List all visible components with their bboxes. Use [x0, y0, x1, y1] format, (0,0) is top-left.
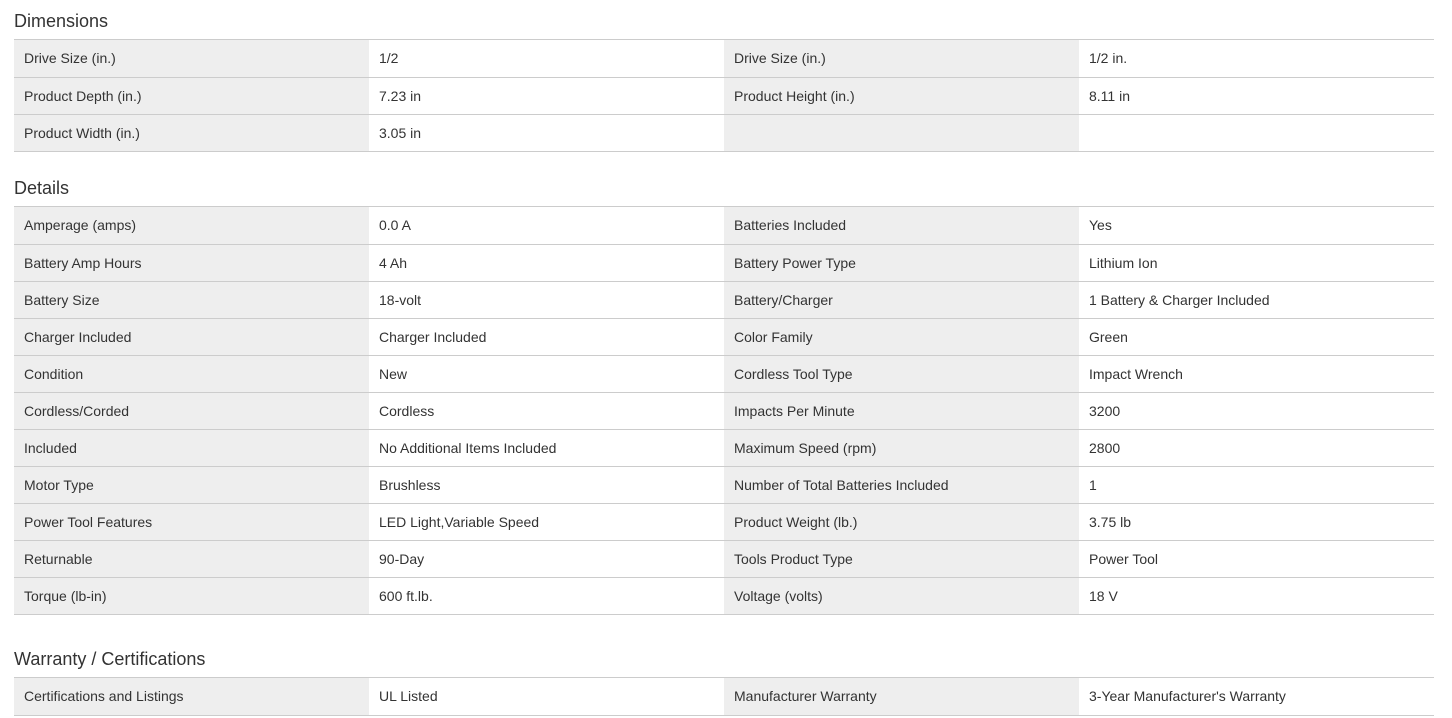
spec-label: Certifications and Listings — [14, 678, 369, 715]
spec-label: Maximum Speed (rpm) — [724, 429, 1079, 466]
spec-label-empty — [724, 114, 1079, 151]
spec-label: Product Weight (lb.) — [724, 503, 1079, 540]
table-row — [14, 318, 1434, 355]
spec-label: Battery Size — [14, 281, 369, 318]
spec-value: 8.11 in — [1079, 77, 1434, 114]
spec-value: 1/2 in. — [1079, 40, 1434, 77]
section-title: Dimensions — [14, 2, 1434, 40]
spec-value: Charger Included — [369, 318, 724, 355]
spec-label: Product Width (in.) — [14, 114, 369, 151]
table-row — [14, 281, 1434, 318]
spec-value: 3200 — [1079, 392, 1434, 429]
table-row — [14, 429, 1434, 466]
spec-value: 18-volt — [369, 281, 724, 318]
section-title: Warranty / Certifications — [14, 640, 1434, 678]
spec-label: Color Family — [724, 318, 1079, 355]
spec-label: Battery Power Type — [724, 244, 1079, 281]
spec-value: 0.0 A — [369, 207, 724, 244]
spec-value: 7.23 in — [369, 77, 724, 114]
spec-value: 3-Year Manufacturer's Warranty — [1079, 678, 1434, 715]
spec-table — [14, 207, 1434, 615]
spec-label: Amperage (amps) — [14, 207, 369, 244]
table-row — [14, 466, 1434, 503]
table-row — [14, 540, 1434, 577]
spec-value: UL Listed — [369, 678, 724, 715]
spec-value: 2800 — [1079, 429, 1434, 466]
table-row — [14, 503, 1434, 540]
spec-label: Product Height (in.) — [724, 77, 1079, 114]
spec-label: Included — [14, 429, 369, 466]
spec-label: Number of Total Batteries Included — [724, 466, 1079, 503]
table-row — [14, 77, 1434, 114]
spec-section-dimensions — [14, 2, 1434, 152]
table-row — [14, 678, 1434, 715]
spec-label: Torque (lb-in) — [14, 577, 369, 614]
spec-value: 1/2 — [369, 40, 724, 77]
spec-label: Cordless/Corded — [14, 392, 369, 429]
spec-value-empty — [1079, 114, 1434, 151]
spec-label: Battery Amp Hours — [14, 244, 369, 281]
table-row — [14, 577, 1434, 614]
spec-label: Voltage (volts) — [724, 577, 1079, 614]
spec-section-warranty — [14, 640, 1434, 716]
spec-value: Yes — [1079, 207, 1434, 244]
table-row — [14, 40, 1434, 77]
spec-value: 3.75 lb — [1079, 503, 1434, 540]
spec-value: Lithium Ion — [1079, 244, 1434, 281]
spec-value: Impact Wrench — [1079, 355, 1434, 392]
spec-value: New — [369, 355, 724, 392]
table-row — [14, 207, 1434, 244]
spec-value: 1 — [1079, 466, 1434, 503]
spec-table — [14, 678, 1434, 716]
spec-label: Product Depth (in.) — [14, 77, 369, 114]
spec-label: Impacts Per Minute — [724, 392, 1079, 429]
spec-label: Charger Included — [14, 318, 369, 355]
spec-value: Power Tool — [1079, 540, 1434, 577]
spec-label: Motor Type — [14, 466, 369, 503]
spec-label: Battery/Charger — [724, 281, 1079, 318]
spec-value: No Additional Items Included — [369, 429, 724, 466]
table-row — [14, 244, 1434, 281]
spec-value: 90-Day — [369, 540, 724, 577]
spec-value: LED Light,Variable Speed — [369, 503, 724, 540]
spec-label: Returnable — [14, 540, 369, 577]
spec-label: Power Tool Features — [14, 503, 369, 540]
table-row — [14, 114, 1434, 151]
spec-value: 600 ft.lb. — [369, 577, 724, 614]
table-row — [14, 392, 1434, 429]
spec-value: Cordless — [369, 392, 724, 429]
section-title: Details — [14, 169, 1434, 207]
spec-value: 4 Ah — [369, 244, 724, 281]
table-row — [14, 355, 1434, 392]
spec-value: Brushless — [369, 466, 724, 503]
spec-label: Manufacturer Warranty — [724, 678, 1079, 715]
spec-label: Batteries Included — [724, 207, 1079, 244]
spec-label: Condition — [14, 355, 369, 392]
spec-value: 1 Battery & Charger Included — [1079, 281, 1434, 318]
spec-label: Drive Size (in.) — [14, 40, 369, 77]
spec-label: Cordless Tool Type — [724, 355, 1079, 392]
spec-value: Green — [1079, 318, 1434, 355]
spec-value: 3.05 in — [369, 114, 724, 151]
spec-label: Tools Product Type — [724, 540, 1079, 577]
spec-value: 18 V — [1079, 577, 1434, 614]
spec-section-details — [14, 169, 1434, 615]
spec-table — [14, 40, 1434, 152]
spec-label: Drive Size (in.) — [724, 40, 1079, 77]
